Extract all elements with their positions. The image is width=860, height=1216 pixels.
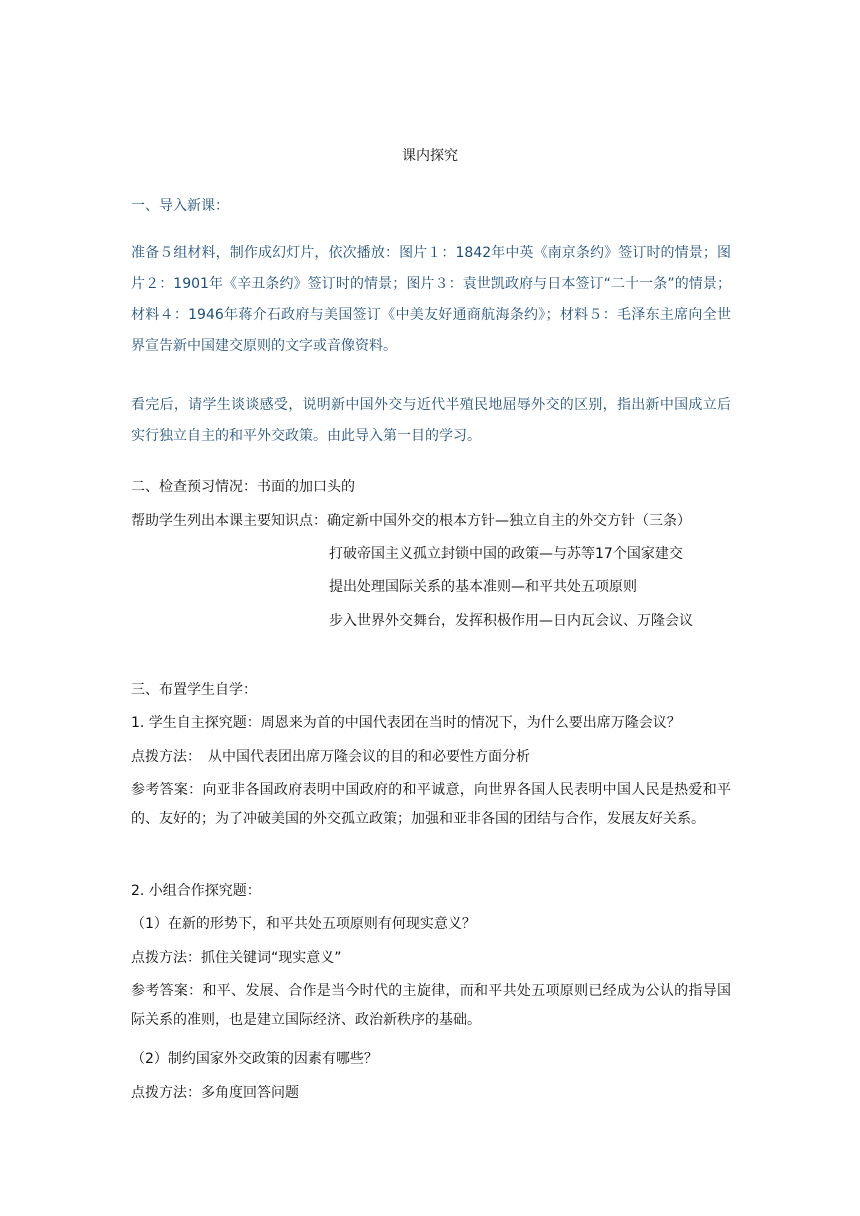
question-1-method: 点拨方法： 从中国代表团出席万隆会议的目的和必要性方面分析: [131, 749, 530, 765]
question-2-1-method: 点拨方法：抓住关键词“现实意义”: [131, 950, 342, 966]
section1-para2: 看完后，请学生谈谈感受，说明新中国外交与近代半殖民地屈辱外交的区别，指出新中国成立后实行独立自主的和平外交政策。由此导入第一目的学习。: [131, 397, 731, 444]
question-2-2: （2）制约国家外交政策的因素有哪些？: [131, 1051, 378, 1067]
question-1-answer: 参考答案：向亚非各国政府表明中国政府的和平诚意，向世界各国人民表明中国人民是热爱和平的、友好的；为了冲破美国的外交孤立政策；加强和亚非各国的团结与合作，发展友好关系。: [131, 782, 731, 827]
page-title: 课内探究: [402, 148, 458, 164]
knowledge-point-2: 提出处理国际关系的基本准则—和平共处五项原则: [329, 579, 637, 595]
section2-heading: 二、检查预习情况：书面的加口头的: [131, 479, 355, 495]
section1-para1: 准备５组材料，制作成幻灯片，依次播放：图片１：1842年中英《南京条约》签订时的情景；图片２：1901年《辛丑条约》签订时的情景；图片３：袁世凯政府与日本签订“二十一条”的情景；材料４：1946年蒋介石政府与美国签订《中美友好通商航海条约》；材料５：毛泽东主席向全世界宣告新中国建交原则的文字或音像资料。: [131, 245, 731, 354]
knowledge-point-1: 打破帝国主义孤立封锁中国的政策—与苏等17个国家建交: [329, 546, 683, 562]
question-2-1-answer: 参考答案：和平、发展、合作是当今时代的主旋律，而和平共处五项原则已经成为公认的指导国际关系的准则，也是建立国际经济、政治新秩序的基础。: [131, 983, 731, 1028]
question-2-2-method: 点拨方法：多角度回答问题: [131, 1085, 299, 1101]
section3-heading: 三、布置学生自学：: [131, 682, 257, 698]
question-2-1: （1）在新的形势下，和平共处五项原则有何现实意义？: [131, 916, 476, 932]
section2-intro: 帮助学生列出本课主要知识点：确定新中国外交的根本方针—独立自主的外交方针（三条）: [131, 513, 691, 529]
question-2: 2. 小组合作探究题：: [131, 883, 261, 899]
section1-heading: 一、导入新课：: [131, 198, 229, 214]
question-1: 1. 学生自主探究题：周恩来为首的中国代表团在当时的情况下，为什么要出席万隆会议？: [131, 715, 681, 731]
knowledge-point-3: 步入世界外交舞台，发挥积极作用—日内瓦会议、万隆会议: [329, 613, 693, 629]
